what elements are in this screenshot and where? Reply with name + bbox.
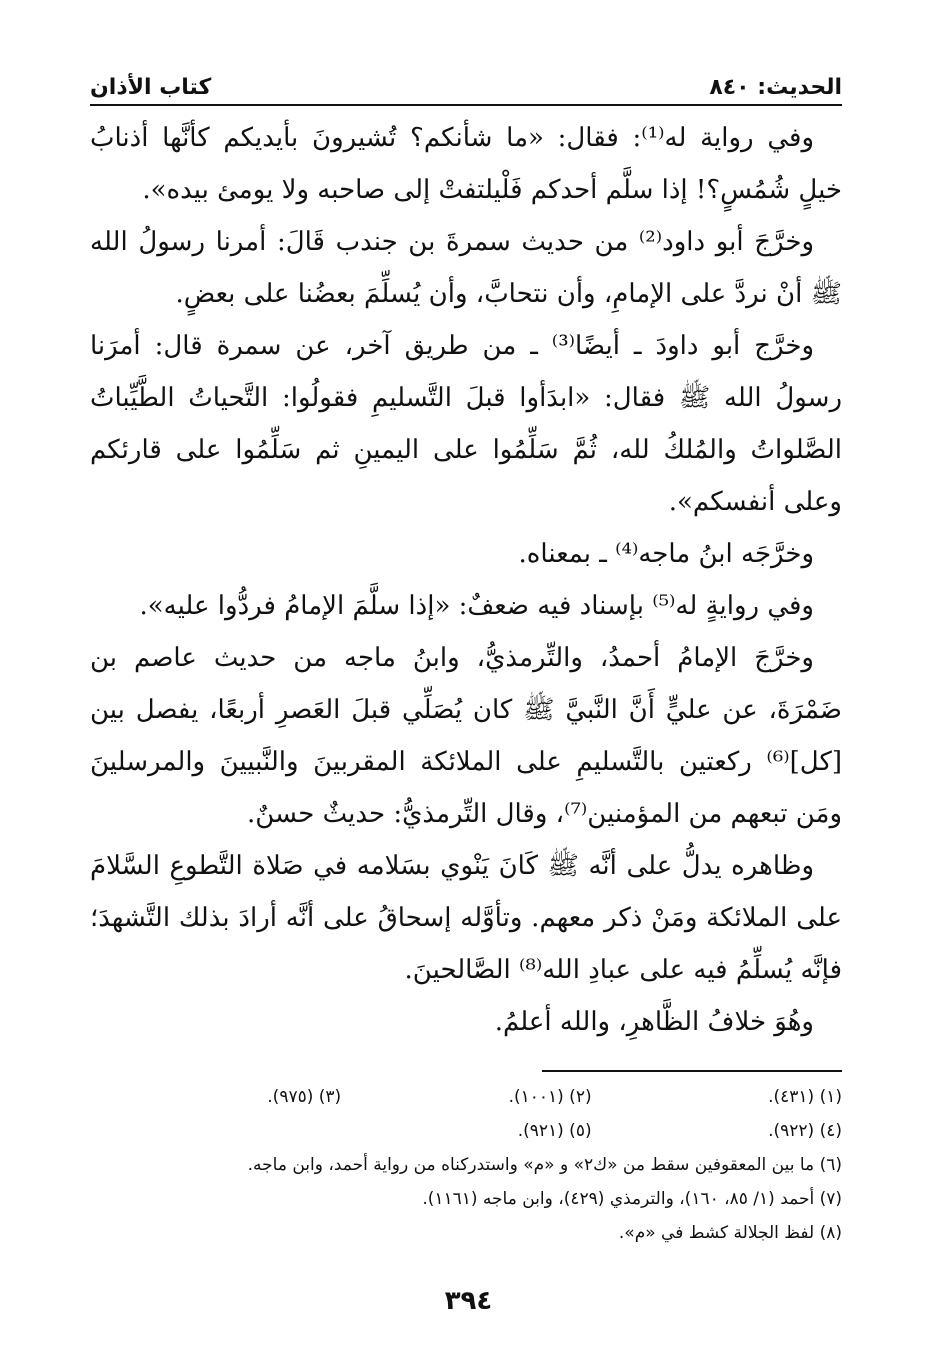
running-header [90,62,842,100]
footnotes [90,1080,842,1250]
footnote-divider [542,1070,842,1072]
footnote-8: (٨) لفظ الجلالة كشط في «م». [618,1223,842,1243]
footnote-2: (٢) (١٠٠١). [508,1087,592,1107]
paragraph-4: وخرَّجَه ابنُ ماجه⁽⁴⁾ ـ بمعناه. [518,539,814,569]
book-title: كتاب الأذان [90,75,212,100]
book-page [90,62,842,1250]
paragraph-5: وفي روايةٍ له⁽⁵⁾ بإسناد فيه ضعفٌ: «إذا سلَّمَ الإمامُ فردُّوا عليه». [139,591,814,621]
paragraph-7: وظاهره يدلُّ على أنَّه ﷺ كَانَ يَنْوي بسَلامه في صَلاة التَّطوعِ السَّلامَ على الملائكة ومَنْ ذكر معهم. وتأوَّله إسحاقُ على أنَّه أرادَ بذلك التَّشهدَ؛ فإنَّه يُسلِّمُ فيه على عبادِ الله⁽⁸⁾ الصَّالحينَ. [90,851,842,985]
header-divider [90,104,842,106]
paragraph-2: وخرَّجَ أبو داود⁽²⁾ من حديث سمرةَ بن جندب قَالَ: أمرنا رسولُ الله ﷺ أنْ نردَّ على الإمامِ، وأن نتحابَّ، وأن يُسلِّمَ بعضُنا على بعضٍ. [90,227,842,309]
footnote-7: (٧) أحمد (١/ ٨٥، ١٦٠)، والترمذي (٤٢٩)، وابن ماجه (١١٦١). [422,1189,842,1209]
footnote-6: (٦) ما بين المعقوفين سقط من «ك٢» و «م» واستدركناه من رواية أحمد، وابن ماجه. [247,1155,842,1175]
footnote-4: (٤) (٩٢٢). [768,1121,842,1141]
paragraph-3: وخرَّج أبو داودَ ـ أيضًا⁽³⁾ ـ من طريق آخر، عن سمرة قال: أمرَنا رسولُ الله ﷺ فقال: «ابدَأوا قبلَ التَّسليمِ فقولُوا: التَّحياتُ الطَّيِّباتُ الصَّلواتُ والمُلكُ لله، ثُمَّ سَلِّمُوا على اليمينِ ثم سَلِّمُوا على قارئكم وعلى أنفسكم». [90,331,842,517]
page-number: ٣٩٤ [444,1286,493,1316]
main-text [90,112,842,1048]
paragraph-1: وفي رواية له⁽¹⁾: فقال: «ما شأنكم؟ تُشيرونَ بأيديكم كأنَّها أذنابُ خيلٍ شُمُسٍ؟! إذا سلَّم أحدكم فَلْيلتفتْ إلى صاحبه ولا يومئ بيده». [90,123,842,205]
footnote-empty [91,1114,341,1148]
footnote-3: (٣) (٩٧٥). [267,1087,342,1107]
paragraph-6: وخرَّجَ الإمامُ أحمدُ، والتِّرمذيُّ، وابنُ ماجه من حديث عاصم بن ضَمْرَةَ، عن عليٍّ أَنَّ النَّبيَّ ﷺ كان يُصَلِّي قبلَ العَصرِ أربعًا، يفصل بين [كل]⁽⁶⁾ ركعتين بالتَّسليمِ على الملائكة المقربينَ والنَّبيينَ والمرسلينَ ومَن تبعهم من المؤمنين⁽⁷⁾، وقال التِّرمذيُّ: حديثٌ حسنٌ. [90,643,842,829]
footnote-5: (٥) (٩٢١). [517,1121,592,1141]
paragraph-8: وهُوَ خلافُ الظَّاهرِ، والله أعلمُ. [494,1007,814,1037]
footnote-1: (١) (٤٣١). [768,1087,842,1107]
footnote-row [90,1114,842,1148]
footnote-row [90,1080,842,1114]
hadith-number-title: الحديث: ٨٤٠ [709,75,842,100]
